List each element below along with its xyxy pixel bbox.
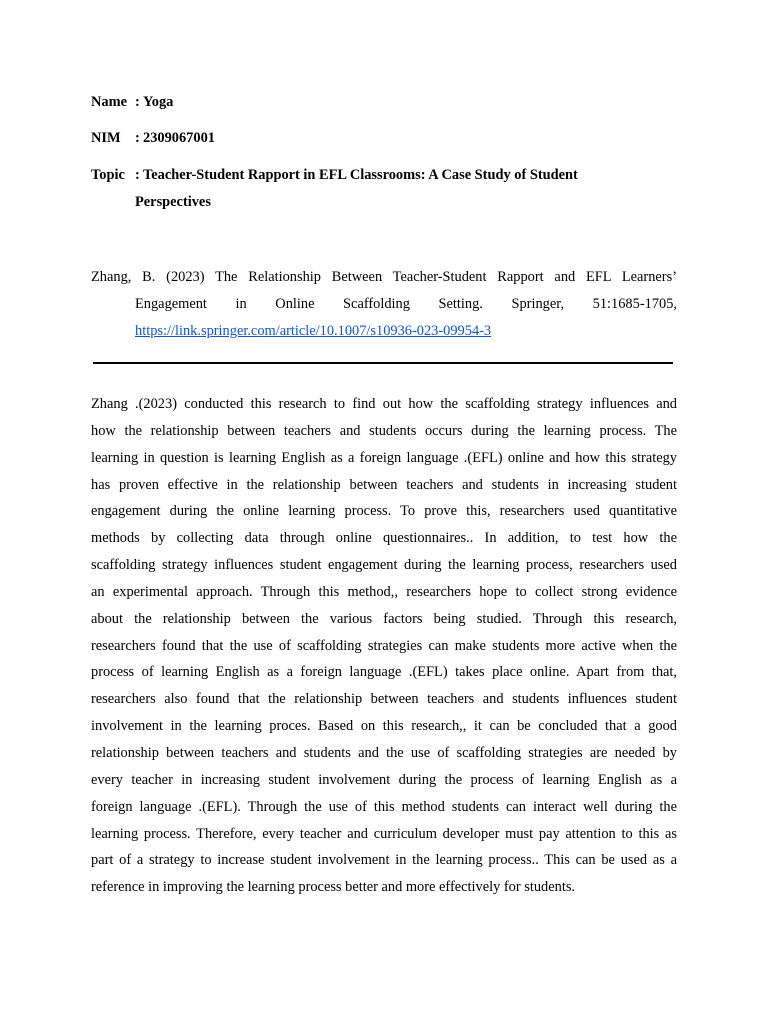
nim-value: 2309067001: [143, 130, 215, 146]
summary-line: engagement during the online learning process. To prove this, researchers used quantitative: [91, 503, 677, 520]
name-separator: :: [135, 94, 140, 110]
topic-separator: :: [135, 167, 140, 183]
topic-line-1: Teacher-Student Rapport in EFL Classrooms: A Case Study of Student: [143, 167, 578, 183]
name-row: [91, 89, 691, 116]
summary-line: about the relationship between the various factors being studied. Through this research,: [91, 610, 677, 627]
topic-label: Topic: [91, 167, 125, 183]
summary-line: foreign language .(EFL). Through the use of this method students can interact well during the: [91, 798, 677, 815]
summary-line: reference in improving the learning process better and more effectively for students.: [91, 879, 576, 896]
nim-row: [91, 125, 691, 152]
reference-entry: [91, 264, 677, 345]
summary-line: learning process. Therefore, every teacher and curriculum developer must pay attention to this as: [91, 825, 677, 842]
summary-line: learning in question is learning English as a foreign language .(EFL) online and how this strategy: [91, 449, 677, 466]
summary-line: involvement in the learning proces. Based on this research,, it can be concluded that a good: [91, 718, 677, 735]
summary-line: has proven effective in the relationship between teachers and students in increasing student: [91, 476, 677, 493]
summary-line: part of a strategy to increase student involvement in the learning process.. This can be used as a: [91, 852, 677, 869]
reference-line-2: Engagement in Online Scaffolding Setting. Springer, 51:1685-1705,: [135, 296, 677, 312]
topic-value: [135, 162, 635, 216]
topic-line-2: Perspectives: [135, 194, 211, 210]
summary-line: researchers also found that the relationship between teachers and students influences student: [91, 691, 677, 708]
nim-separator: :: [135, 130, 140, 146]
nim-label: NIM: [91, 130, 121, 146]
name-label: Name: [91, 94, 127, 110]
summary-line: methods by collecting data through online questionnaires.. In addition, to test how the: [91, 530, 677, 547]
summary-line: scaffolding strategy influences student engagement during the learning process, researchers used: [91, 557, 677, 574]
summary-line: Zhang .(2023) conducted this research to find out how the scaffolding strategy influences and: [91, 396, 677, 412]
reference-link[interactable]: https://link.springer.com/article/10.1007/s10936-023-09954-3: [135, 323, 492, 339]
summary-line: process of learning English as a foreign language .(EFL) takes place online. Apart from that,: [91, 664, 677, 681]
summary-paragraph: [91, 391, 677, 901]
summary-line: an experimental approach. Through this method,, researchers hope to collect strong evidence: [91, 583, 677, 600]
reference-line-3: [91, 318, 677, 345]
horizontal-divider: [93, 362, 673, 364]
reference-line-1: Zhang, B. (2023) The Relationship Between Teacher-Student Rapport and EFL Learners’: [91, 269, 677, 285]
summary-line: every teacher in increasing student involvement during the process of learning English as a: [91, 771, 677, 788]
summary-line: researchers found that the use of scaffolding strategies can make students more active when the: [91, 637, 677, 654]
summary-line: how the relationship between teachers and students occurs during the learning process. The: [91, 422, 677, 439]
name-value: Yoga: [143, 94, 174, 110]
topic-row: [91, 162, 691, 210]
summary-line: relationship between teachers and students and the use of scaffolding strategies are needed by: [91, 744, 677, 761]
